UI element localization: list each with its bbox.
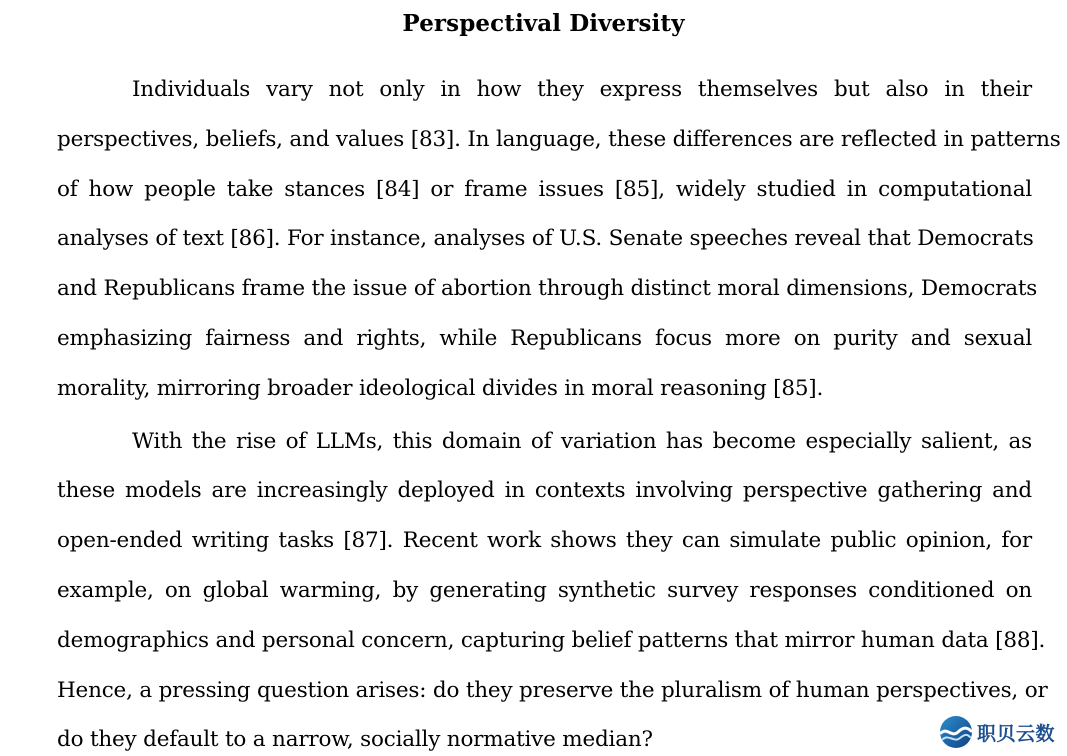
text-line: With the rise of LLMs, this domain of variation has become especially salient, as xyxy=(132,429,1032,454)
text-line: perspectives, beliefs, and values [83]. In language, these differences are reflected in patterns xyxy=(57,127,1061,152)
text-line: example, on global warming, by generating synthetic survey responses conditioned on xyxy=(57,578,1032,603)
text-line: do they default to a narrow, socially normative median? xyxy=(57,727,653,752)
text-line: emphasizing fairness and rights, while Republicans focus more on purity and sexual xyxy=(57,326,1032,351)
text-line: Individuals vary not only in how they express themselves but also in their xyxy=(132,77,1032,102)
section-title: Perspectival Diversity xyxy=(402,10,685,37)
text-line: Hence, a pressing question arises: do they preserve the pluralism of human perspectives, or xyxy=(57,678,1048,703)
text-line: of how people take stances [84] or frame issues [85], widely studied in computational xyxy=(57,177,1032,202)
globe-wave-logo-icon xyxy=(938,714,974,750)
watermark-text: 职贝云数 xyxy=(977,722,1056,745)
text-line: open-ended writing tasks [87]. Recent work shows they can simulate public opinion, for xyxy=(57,528,1032,553)
text-line: analyses of text [86]. For instance, analyses of U.S. Senate speeches reveal that Democrats xyxy=(57,226,1034,251)
watermark xyxy=(938,712,1064,752)
text-line: these models are increasingly deployed in contexts involving perspective gathering and xyxy=(57,478,1032,503)
text-line: and Republicans frame the issue of abortion through distinct moral dimensions, Democrats xyxy=(57,276,1038,301)
text-line: demographics and personal concern, capturing belief patterns that mirror human data [88]. xyxy=(57,628,1046,653)
text-line: morality, mirroring broader ideological divides in moral reasoning [85]. xyxy=(57,376,824,401)
